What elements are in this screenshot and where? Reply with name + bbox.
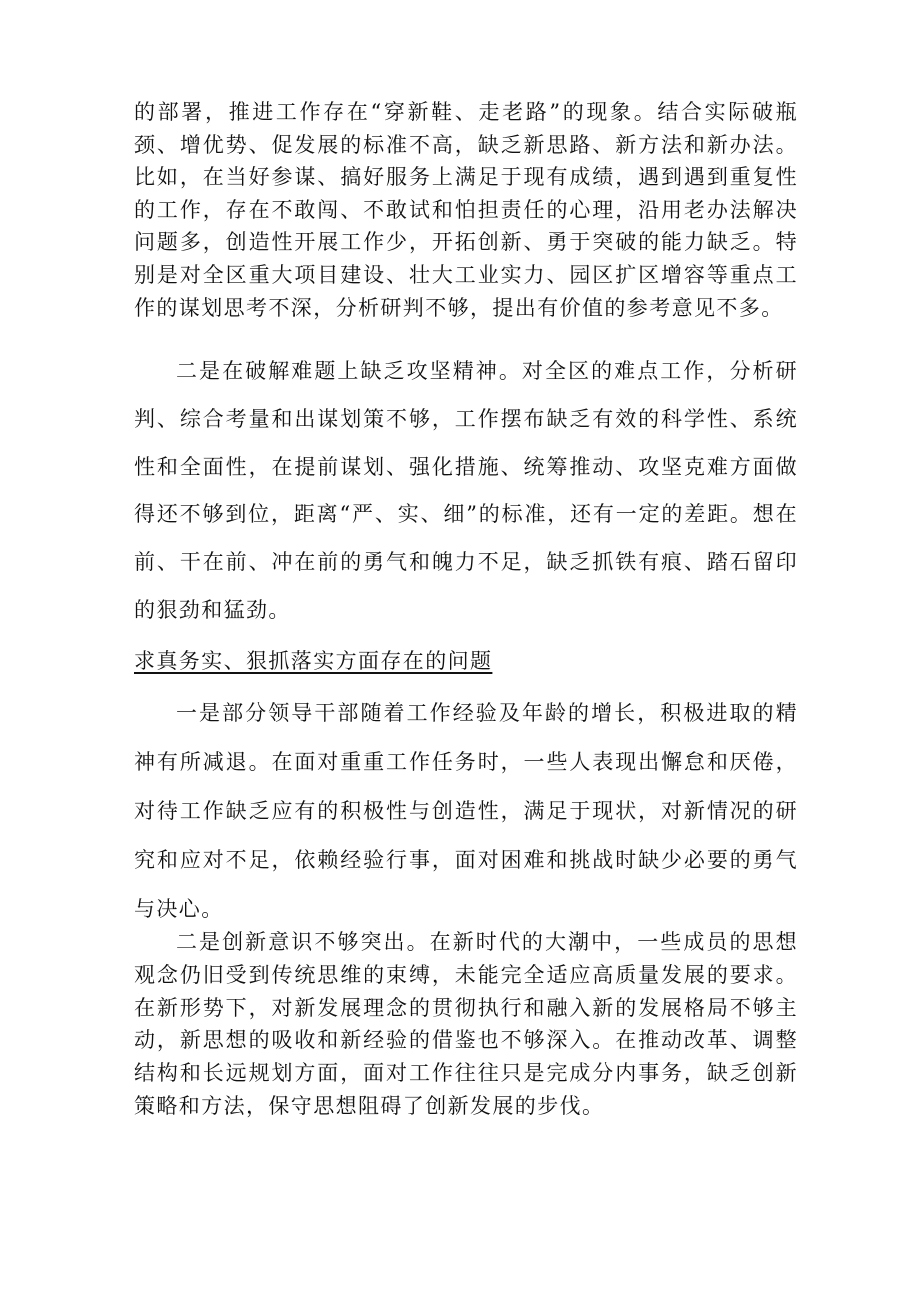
- paragraph-innovation-awareness: 二是创新意识不够突出。在新时代的大潮中，一些成员的思想观念仍旧受到传统思维的束缚，未能完全适应高质量发展的要求。在新形势下，对新发展理念的贯彻执行和融入新的发展格局不够主动，新思想的吸收和新经验的借鉴也不够深入。在推动改革、调整结构和长远规划方面，面对工作往往只是完成分内事务，缺乏创新策略和方法，保守思想阻碍了创新发展的步伐。: [134, 930, 798, 1118]
- section-heading: 求真务实、狠抓落实方面存在的问题: [134, 649, 493, 673]
- paragraph-enterprising-spirit: 一是部分领导干部随着工作经验及年龄的增长，积极进取的精神有所减退。在面对重重工作任务时，一些人表现出懈怠和厌倦，对待工作缺乏应有的积极性与创造性，满足于现状，对新情况的研究和应对不足，依赖经验行事，面对困难和挑战时缺少必要的勇气与决心。: [134, 701, 798, 921]
- paragraph-problem-solving: 二是在破解难题上缺乏攻坚精神。对全区的难点工作，分析研判、综合考量和出谋划策不够，工作摆布缺乏有效的科学性、系统性和全面性，在提前谋划、强化措施、统筹推动、攻坚克难方面做得还不够到位，距离“严、实、细”的标准，还有一定的差距。想在前、干在前、冲在前的勇气和魄力不足，缺乏抓铁有痕、踏石留印的狠劲和猛劲。: [134, 359, 798, 622]
- paragraph-continuation: 的部署，推进工作存在“穿新鞋、走老路”的现象。结合实际破瓶颈、增优势、促发展的标准不高，缺乏新思路、新方法和新办法。比如，在当好参谋、搞好服务上满足于现有成绩，遇到遇到重复性的工作，存在不敢闯、不敢试和怕担责任的心理，沿用老办法解决问题多，创造性开展工作少，开拓创新、勇于突破的能力缺乏。特别是对全区重大项目建设、壮大工业实力、园区扩区增容等重点工作的谋划思考不深，分析研判不够，提出有价值的参考意见不多。: [134, 100, 798, 320]
